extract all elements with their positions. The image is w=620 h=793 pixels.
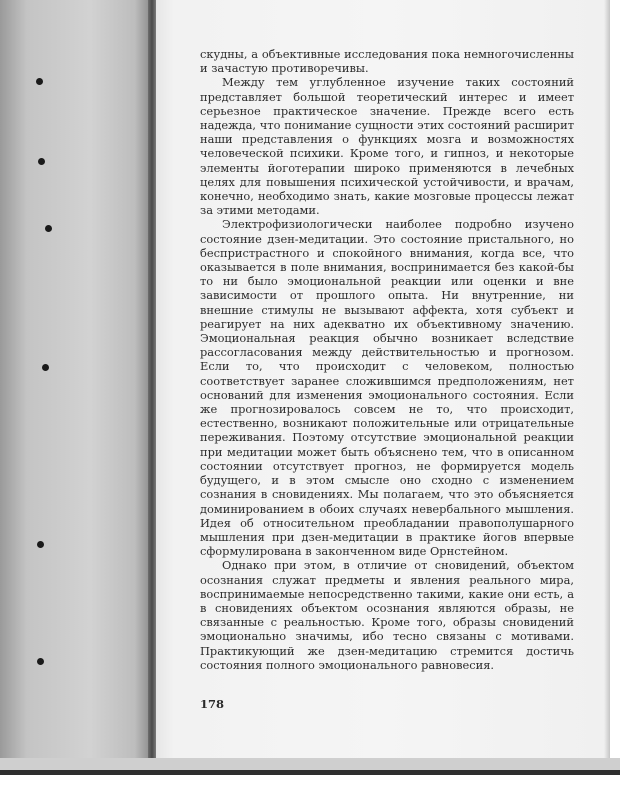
page-number: 178 (200, 697, 225, 711)
punch-hole (37, 658, 44, 665)
punch-hole (37, 541, 44, 548)
punch-hole (38, 158, 45, 165)
paragraph: Однако при этом, в отличие от сновидений, объектом осознания служат предметы и явления реального мира, воспринимаемые непосредственно такими, какие они есть, а в сновидениях объектом осознания являются образы, не связанные с реальностью. Кроме того, образы сновидений эмоционально значимы, ибо тесно связаны с мотивами. Практикующий же дзен-медитацию стремится достичь состояния полного эмоционального равновесия. (200, 558, 574, 672)
binding-strip (0, 0, 150, 770)
page-edge-shadow (604, 0, 610, 758)
punch-hole (42, 364, 49, 371)
scan-bottom-band (0, 758, 620, 770)
punch-hole (45, 225, 52, 232)
paragraph: Электрофизиологически наиболее подробно изучено состояние дзен-медитации. Это состояние пристального, но беспристрастного и спокойного внимания, когда все, что оказывается в поле внимания, воспринимается без какой-бы то ни было эмоциональной реакции или оценки и вне зависимости от прошлого опыта. Ни внутренние, ни внешние стимулы не вызывают аффекта, хотя субъект и реагирует на них адекватно их объективному значению. Эмоциональная реакция обычно возникает вследствие рассогласования между действительностью и прогнозом. Если то, что происходит с человеком, полностью соответствует заранее сложившимся предположениям, нет оснований для изменения эмоционального состояния. Если же прогнозировалось совсем не то, что происходит, естественно, возникают положительные или отрицательные переживания. Поэтому отсутствие эмоциональной реакции при медитации может быть объяснено тем, что в описанном состоянии отсутствует прогноз, не формируется модель будущего, и в этом смысле оно сходно с изменением сознания в сновидениях. Мы полагаем, что это объясняется доминированием в обоих случаях невербального мышления. Идея об относительном преобладании правополушарного мышления при дзен-медитации в практике йогов впервые сформулирована в законченном виде Орнстейном. (200, 217, 574, 559)
binding-edge (148, 0, 156, 760)
scan-bottom-line (0, 770, 620, 775)
page-text (200, 47, 574, 672)
paragraph: Между тем углубленное изучение таких состояний представляет большой теоретический интерес и имеет серьезное практическое значение. Прежде всего есть надежда, что понимание сущности этих состояний расширит наши представления о функциях мозга и возможностях человеческой психики. Кроме того, и гипноз, и некоторые элементы йоготерапии широко применяются в лечебных целях для повышения психической устойчивости, и врачам, конечно, необходимо знать, какие мозговые процессы лежат за этими методами. (200, 75, 574, 218)
paragraph-continuation: скудны, а объективные исследования пока немногочисленны и зачастую противоречивы. (200, 47, 574, 76)
punch-hole (36, 78, 43, 85)
